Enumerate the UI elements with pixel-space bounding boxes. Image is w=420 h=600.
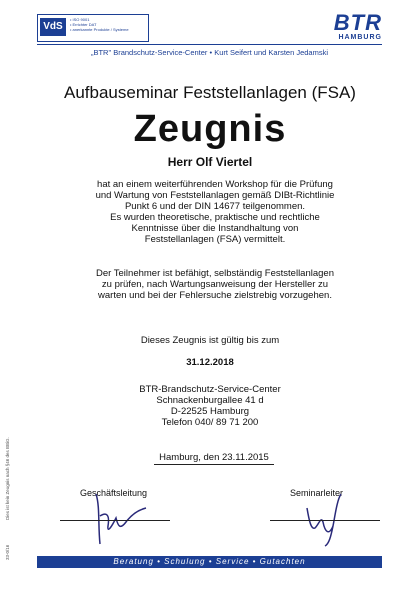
footer-services-bar: Beratung • Schulung • Service • Gutachten xyxy=(37,556,382,568)
paragraph-line: Es wurden theoretische, praktische und rechtliche xyxy=(110,212,320,223)
seminar-title: Aufbauseminar Feststellanlagen (FSA) xyxy=(64,83,356,102)
signature-seminar-leader xyxy=(295,486,355,548)
vds-line: • ISO 9001 xyxy=(70,17,90,22)
paragraph-line: Der Teilnehmer ist befähigt, selbständig Feststellanlagen xyxy=(96,268,334,279)
company-address xyxy=(0,384,420,428)
address-line: Telefon 040/ 89 71 200 xyxy=(161,417,259,428)
address-line: BTR-Brandschutz-Service-Center xyxy=(139,384,281,395)
paragraph-line: Feststellanlagen (FSA) vermittelt. xyxy=(144,234,286,245)
header-divider xyxy=(37,44,382,45)
place-date-underline xyxy=(154,464,274,465)
vds-certification-box xyxy=(37,14,149,42)
role-management: Geschäftsleitung xyxy=(80,488,148,498)
vds-certification-lines xyxy=(70,17,129,32)
paragraph-line: hat an einem weiterführenden Workshop für die Prüfung xyxy=(97,179,333,190)
place-and-date: Hamburg, den 23.11.2015 xyxy=(159,452,269,463)
vds-logo: VdS xyxy=(40,18,66,36)
signature-line-left xyxy=(60,520,170,521)
btr-logo-city: HAMBURG xyxy=(338,34,382,41)
paragraph-line: zu prüfen, nach Wartungsanweisung der Hersteller zu xyxy=(101,279,329,290)
vds-line: • Errichter DAT xyxy=(70,22,97,27)
paragraph-line: Punkt 6 und der DIN 14677 teilgenommen. xyxy=(124,201,306,212)
address-line: Schnackenburgallee 41 d xyxy=(156,395,264,406)
signature-management xyxy=(88,486,158,548)
validity-text: Dieses Zeugnis ist gültig bis zum xyxy=(140,335,280,346)
paragraph-line: warten und bei der Fehlersuche zielstrebig vorzugehen. xyxy=(98,290,332,301)
paragraph-line: und Wartung von Feststellanlagen gemäß DIBt-Richtlinie xyxy=(95,190,335,201)
btr-logo xyxy=(334,12,382,41)
qualification-paragraph xyxy=(70,268,360,301)
participant-name: Herr Olf Viertel xyxy=(167,155,253,169)
paragraph-line: Kenntnisse über die Instandhaltung von xyxy=(131,223,299,234)
side-legal-note: Dies ist kein Zeugnis nach §46 des BBiG. xyxy=(5,437,10,520)
description-paragraph xyxy=(70,179,360,245)
validity-date: 31.12.2018 xyxy=(186,357,234,368)
side-form-code: 33-0/16 xyxy=(5,544,10,560)
btr-logo-word: BTR xyxy=(333,10,382,35)
vds-line: • anerkannte Produkte / Systeme xyxy=(70,27,129,32)
role-seminar-leader: Seminarleiter xyxy=(290,488,344,498)
signature-line-right xyxy=(270,520,380,521)
address-line: D-22525 Hamburg xyxy=(170,406,250,417)
certificate-heading: Zeugnis xyxy=(133,108,287,150)
company-subtitle: „BTR" Brandschutz-Service-Center • Kurt Seifert und Karsten Jedamski xyxy=(90,48,329,57)
